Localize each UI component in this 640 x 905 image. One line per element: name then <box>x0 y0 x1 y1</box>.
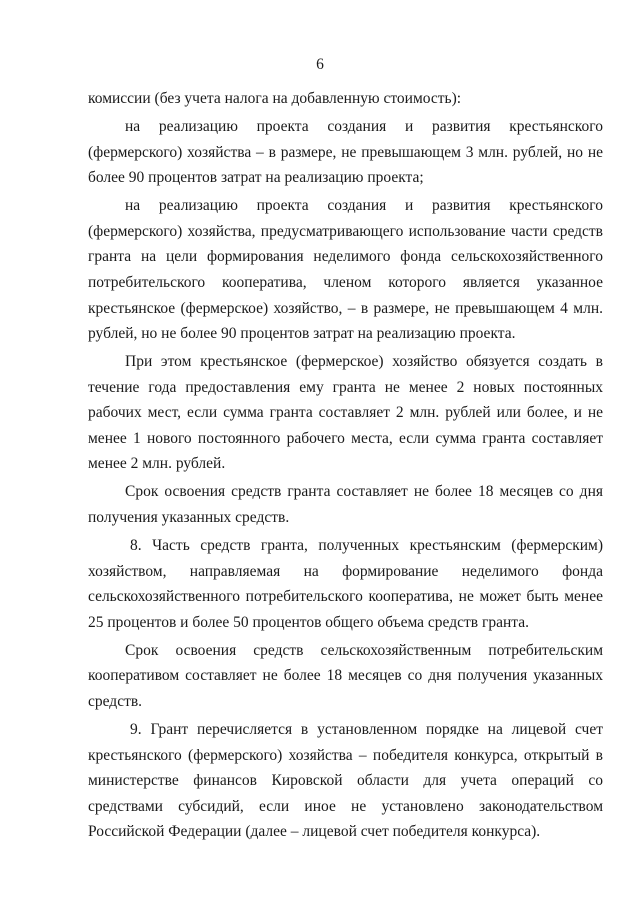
paragraph-grant-3mln: на реализацию проекта создания и развития крестьянского (фермерского) хозяйства – в размере, не превышающем 3 млн. рублей, но не более 90 процентов затрат на реализацию проекта; <box>88 117 603 187</box>
paragraph-grant-4mln: на реализацию проекта создания и развития крестьянского (фермерского) хозяйства, предусматривающего использование части средств гранта на цели формирования неделимого фонда сельскохозяйственного потребительского кооператива, членом которого является указанное крестьянское (фермерское) хозяйство, – в размере, не превышающем 4 млн. рублей, но не более 90 процентов затрат на реализацию проекта. <box>88 197 603 343</box>
paragraph-jobs-obligation: При этом крестьянское (фермерское) хозяйство обязуется создать в течение года предоставления ему гранта не менее 2 новых постоянных рабочих мест, если сумма гранта составляет 2 млн. рублей или более, и не менее 1 нового постоянного рабочего места, если сумма гранта составляет менее 2 млн. рублей. <box>88 353 603 473</box>
document-body <box>88 86 603 847</box>
page-number: 6 <box>316 56 324 73</box>
paragraph-item-8: 8. Часть средств гранта, полученных крестьянским (фермерским) хозяйством, направляемая на формирование неделимого фонда сельскохозяйственного потребительского кооператива, не может быть менее 25 процентов и более 50 процентов общего объема средств гранта. <box>88 537 603 631</box>
paragraph-grant-term: Срок освоения средств гранта составляет не более 18 месяцев со дня получения указанных средств. <box>88 483 603 527</box>
paragraph-cooperative-term: Срок освоения средств сельскохозяйственным потребительским кооперативом составляет не более 18 месяцев со дня получения указанных средств. <box>88 641 603 710</box>
paragraph-item-9: 9. Грант перечисляется в установленном порядке на лицевой счет крестьянского (фермерского) хозяйства – победителя конкурса, открытый в министерстве финансов Кировской области для учета операций со средствами субсидий, если иное не установлено законодательством Российской Федерации (далее – лицевой счет победителя конкурса). <box>88 720 603 841</box>
paragraph-continuation: комиссии (без учета налога на добавленную стоимость): <box>88 90 462 107</box>
